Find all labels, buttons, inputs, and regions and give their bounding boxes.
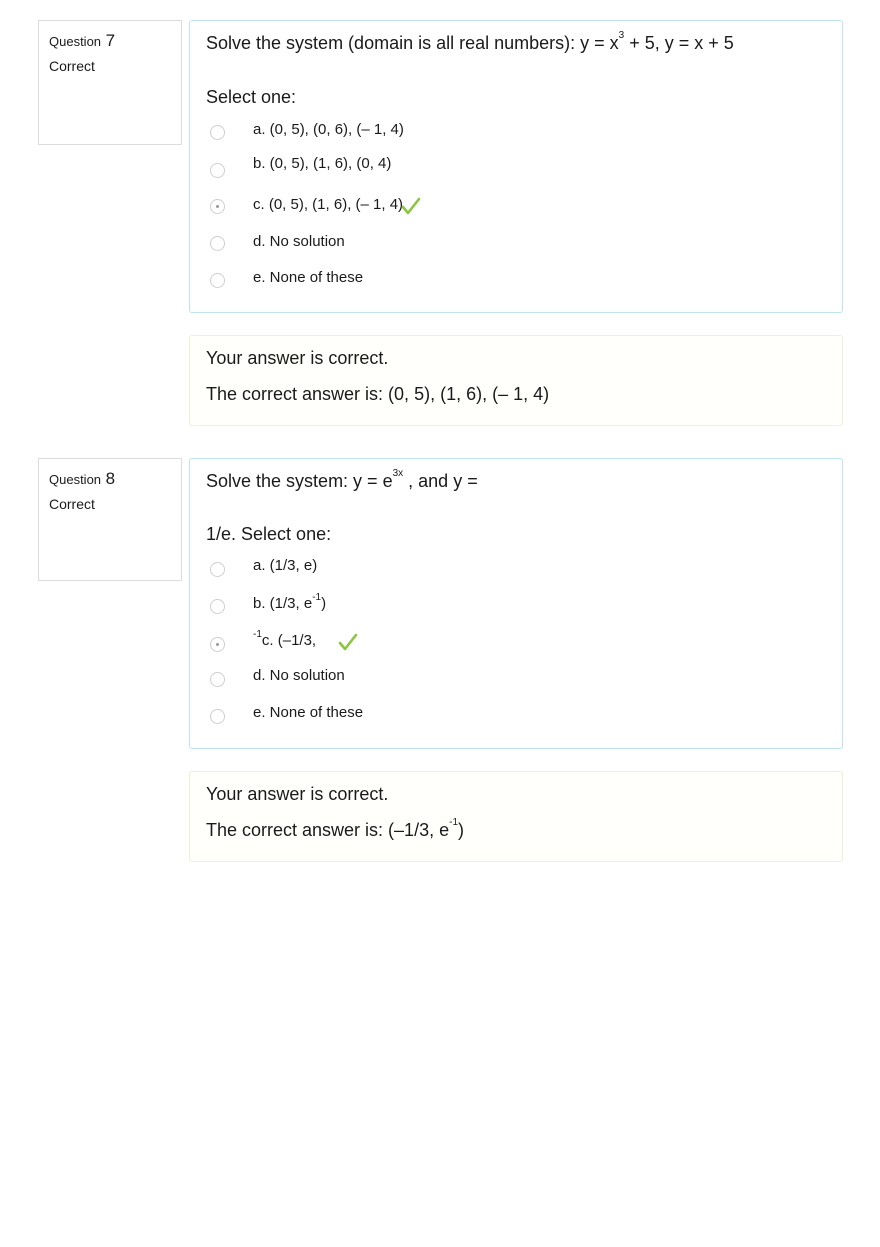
radio-option-a[interactable] xyxy=(210,562,225,577)
question-content-7 xyxy=(189,20,843,313)
option-d-label: d. No solution xyxy=(253,667,345,684)
option-e[interactable] xyxy=(210,706,810,730)
option-a[interactable] xyxy=(210,121,810,145)
option-c[interactable] xyxy=(210,196,810,220)
option-c[interactable] xyxy=(210,629,810,656)
option-c-label: $^{-1}$c. (–1/3, xyxy=(253,629,317,649)
question-number-line xyxy=(49,469,171,489)
radio-option-e[interactable] xyxy=(210,709,225,724)
option-d[interactable] xyxy=(210,669,810,693)
option-b-label: b. (0, 5), (1, 6), (0, 4) xyxy=(253,155,392,172)
option-a[interactable] xyxy=(210,559,810,583)
option-b[interactable] xyxy=(210,592,810,619)
correct-check-icon xyxy=(401,196,421,216)
option-a-label: a. (0, 5), (0, 6), (– 1, 4) xyxy=(253,121,404,138)
question-word: Question xyxy=(49,34,102,49)
correct-check-icon xyxy=(338,632,358,652)
option-b-label: b. (1/3, $e^{-1}$) xyxy=(253,592,327,612)
question-word: Question xyxy=(49,472,102,487)
feedback-8 xyxy=(189,771,843,862)
feedback-result: Your answer is correct. xyxy=(206,348,389,368)
option-e-label: e. None of these xyxy=(253,269,364,286)
radio-option-a[interactable] xyxy=(210,125,225,140)
option-a-label: a. (1/3, e) xyxy=(253,557,318,574)
radio-option-c-selected[interactable] xyxy=(210,199,225,214)
question-number: 7 xyxy=(105,31,116,50)
prompt-exponent: 3 xyxy=(618,30,625,41)
option-d-label: d. No solution xyxy=(253,233,345,250)
option-c-label: c. (0, 5), (1, 6), (– 1, 4) xyxy=(253,196,404,213)
question-state: Correct xyxy=(49,58,95,74)
option-c-leading-exponent: -1 xyxy=(253,629,262,640)
radio-option-b[interactable] xyxy=(210,163,225,178)
question-info-8 xyxy=(38,458,182,581)
question-state: Correct xyxy=(49,496,95,512)
feedback-7 xyxy=(189,335,843,426)
question-prompt: Solve the system (domain is all real numbers): $y = x^3 + 5$, y = x + 5 xyxy=(206,30,734,53)
radio-option-d[interactable] xyxy=(210,672,225,687)
question-number: 8 xyxy=(105,469,116,488)
question-content-8 xyxy=(189,458,843,749)
radio-option-b[interactable] xyxy=(210,599,225,614)
prompt-exponent: 3x xyxy=(392,468,404,479)
question-prompt: Solve the system: $y = e^{3x}$ , and y = xyxy=(206,468,478,491)
option-e[interactable] xyxy=(210,269,810,293)
option-e-label: e. None of these xyxy=(253,704,364,721)
feedback-correct-answer: The correct answer is: (0, 5), (1, 6), (– 1, 4) xyxy=(206,384,550,404)
option-b[interactable] xyxy=(210,157,810,181)
radio-option-d[interactable] xyxy=(210,236,225,251)
question-info-7 xyxy=(38,20,182,145)
question-number-line xyxy=(49,31,171,51)
question-prompt-line-2: 1/e. Select one: xyxy=(206,524,332,544)
feedback-correct-answer: The correct answer is: (–1/3, $e^{-1}$) xyxy=(206,817,465,840)
feedback-answer-exponent: -1 xyxy=(449,817,459,828)
feedback-result: Your answer is correct. xyxy=(206,784,389,804)
radio-option-e[interactable] xyxy=(210,273,225,288)
option-b-exponent: -1 xyxy=(312,592,322,603)
option-d[interactable] xyxy=(210,233,810,257)
select-one-label: Select one: xyxy=(206,87,297,107)
radio-option-c-selected[interactable] xyxy=(210,637,225,652)
